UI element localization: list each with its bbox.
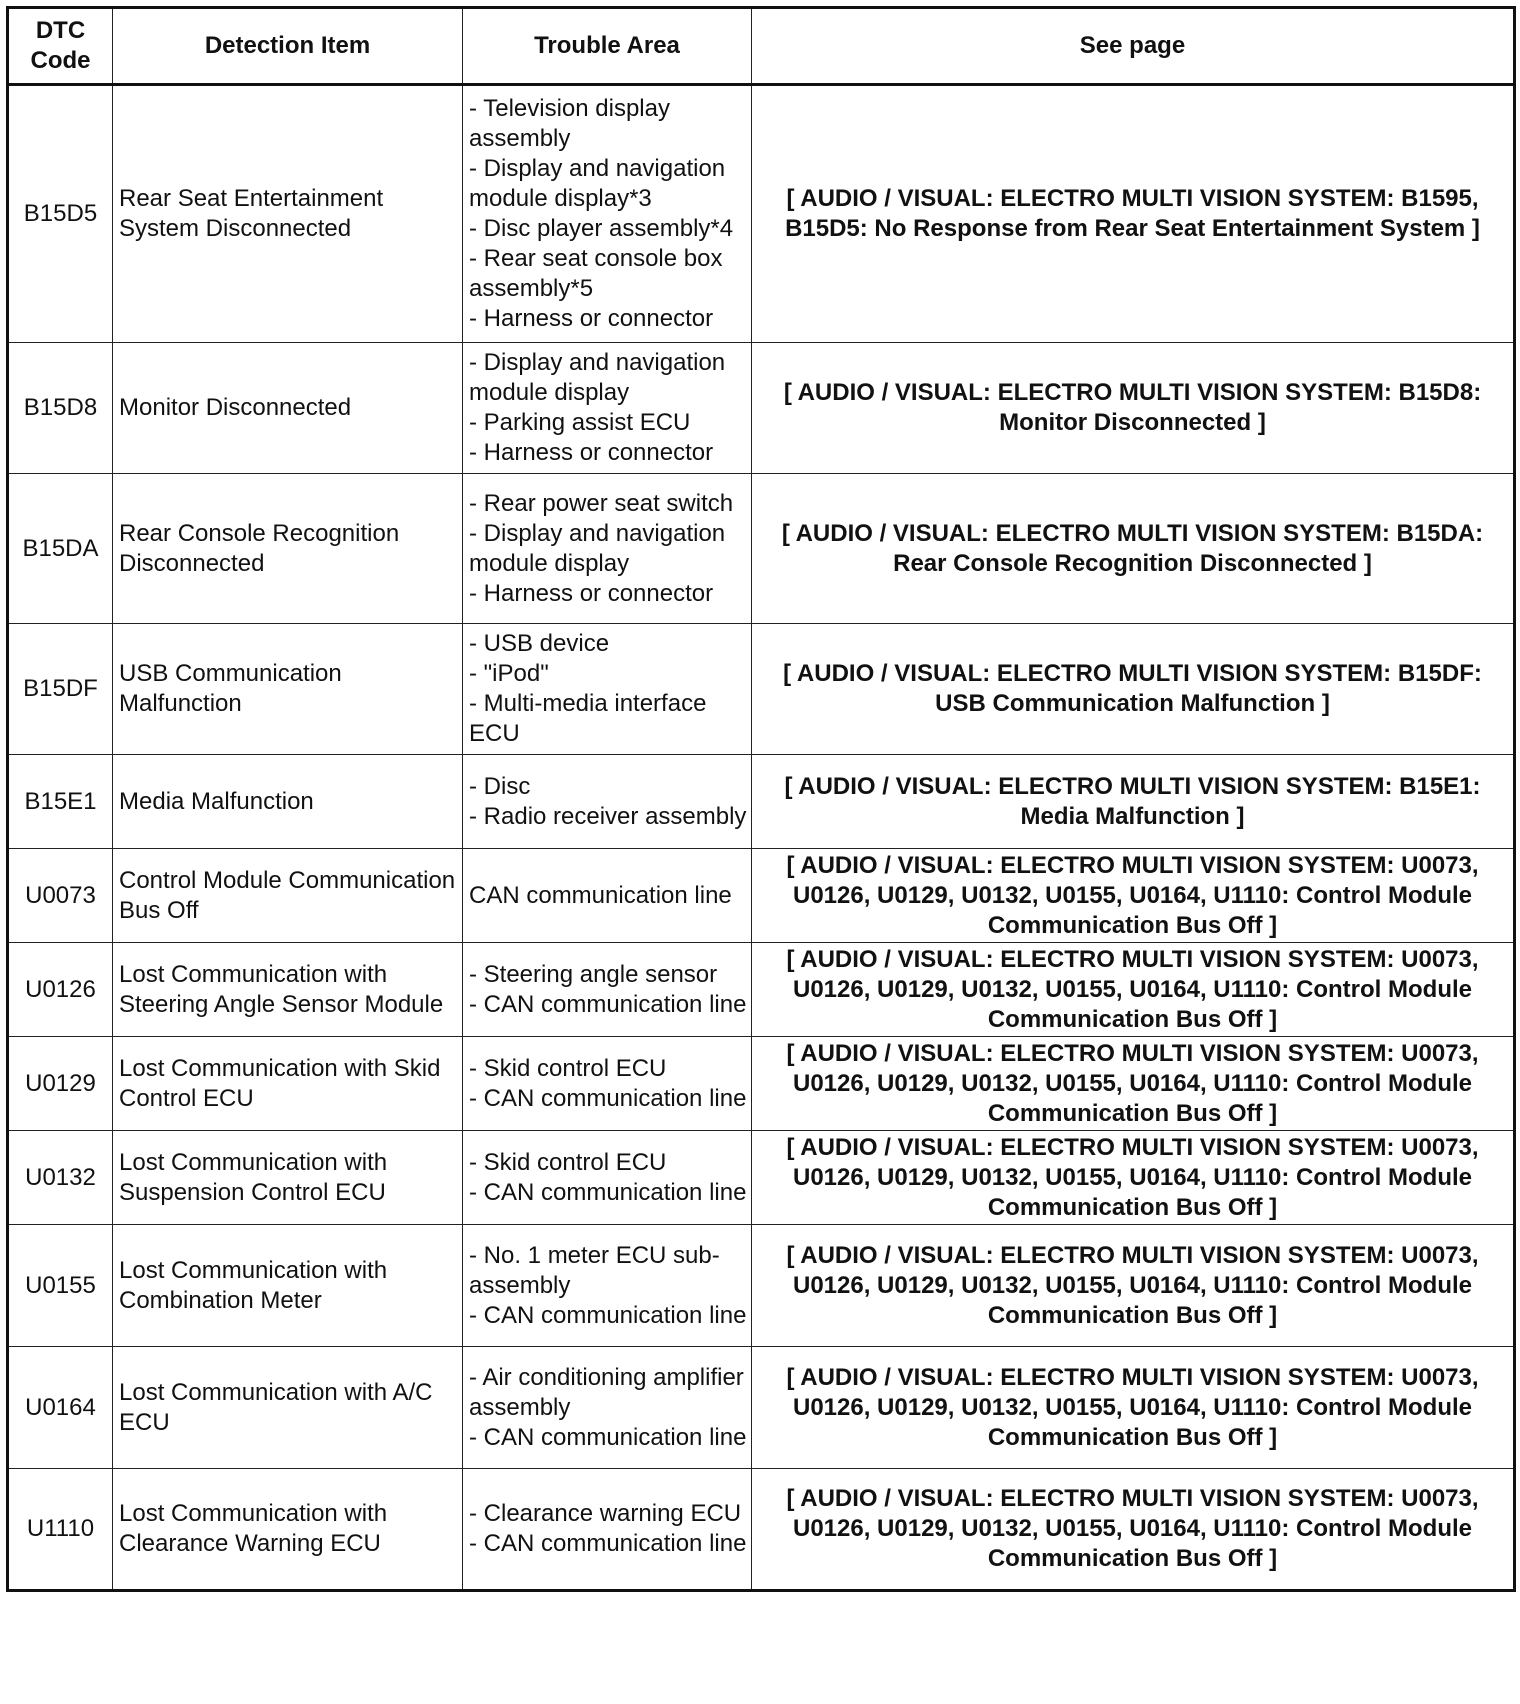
trouble-area-cell — [463, 624, 752, 755]
trouble-area-cell — [463, 1469, 752, 1591]
see-page-link[interactable]: [ AUDIO / VISUAL: ELECTRO MULTI VISION SYSTEM: B15E1: Media Malfunction ] — [752, 755, 1515, 849]
see-page-link[interactable]: [ AUDIO / VISUAL: ELECTRO MULTI VISION SYSTEM: U0073, U0126, U0129, U0132, U0155, U0164, U1110: Control Module Communication Bus Off ] — [752, 1037, 1515, 1131]
trouble-area-line: - Skid control ECU — [469, 1054, 667, 1082]
trouble-area-line: - CAN communication line — [469, 1423, 747, 1451]
table-row — [8, 755, 1515, 849]
document-page — [6, 6, 1513, 1592]
table-row — [8, 1037, 1515, 1131]
trouble-area-cell — [463, 1131, 752, 1225]
detection-item-cell: Lost Communication with Skid Control ECU — [113, 1037, 463, 1131]
table-row — [8, 943, 1515, 1037]
trouble-area-line: - CAN communication line — [469, 1178, 747, 1206]
dtc-code-cell: U0155 — [8, 1225, 113, 1347]
header-detection-item: Detection Item — [113, 8, 463, 85]
see-page-link[interactable]: [ AUDIO / VISUAL: ELECTRO MULTI VISION SYSTEM: U0073, U0126, U0129, U0132, U0155, U0164, U1110: Control Module Communication Bus Off ] — [752, 1469, 1515, 1591]
header-dtc-code — [8, 8, 113, 85]
table-row — [8, 1469, 1515, 1591]
table-row — [8, 85, 1515, 343]
see-page-link[interactable]: [ AUDIO / VISUAL: ELECTRO MULTI VISION SYSTEM: U0073, U0126, U0129, U0132, U0155, U0164, U1110: Control Module Communication Bus Off ] — [752, 1225, 1515, 1347]
trouble-area-line: CAN communication line — [469, 881, 732, 909]
trouble-area-line: - Harness or connector — [469, 305, 714, 332]
trouble-area-cell — [463, 1347, 752, 1469]
trouble-area-cell — [463, 343, 752, 474]
dtc-code-cell: U0073 — [8, 849, 113, 943]
dtc-code-cell: B15D5 — [8, 85, 113, 343]
see-page-link[interactable]: [ AUDIO / VISUAL: ELECTRO MULTI VISION SYSTEM: B15DA: Rear Console Recognition Disconnected ] — [752, 474, 1515, 624]
dtc-code-cell: U0126 — [8, 943, 113, 1037]
detection-item-cell: Control Module Communication Bus Off — [113, 849, 463, 943]
dtc-code-cell: U1110 — [8, 1469, 113, 1591]
detection-item-cell: Rear Seat Entertainment System Disconnected — [113, 85, 463, 343]
detection-item-cell: Lost Communication with A/C ECU — [113, 1347, 463, 1469]
trouble-area-cell — [463, 755, 752, 849]
see-page-link[interactable]: [ AUDIO / VISUAL: ELECTRO MULTI VISION SYSTEM: U0073, U0126, U0129, U0132, U0155, U0164, U1110: Control Module Communication Bus Off ] — [752, 849, 1515, 943]
table-header-row — [8, 8, 1515, 85]
trouble-area-line: - Display and navigation module display*3 — [469, 155, 726, 212]
trouble-area-line: - No. 1 meter ECU sub-assembly — [469, 1241, 720, 1299]
trouble-area-line: - Disc — [469, 772, 531, 800]
trouble-area-line: - Air conditioning amplifier assembly — [469, 1363, 744, 1421]
detection-item-cell: Rear Console Recognition Disconnected — [113, 474, 463, 624]
see-page-link[interactable]: [ AUDIO / VISUAL: ELECTRO MULTI VISION SYSTEM: B1595, B15D5: No Response from Rear Seat Entertainment System ] — [752, 85, 1515, 343]
table-body — [8, 85, 1515, 1591]
trouble-area-cell — [463, 1225, 752, 1347]
see-page-link[interactable]: [ AUDIO / VISUAL: ELECTRO MULTI VISION SYSTEM: U0073, U0126, U0129, U0132, U0155, U0164, U1110: Control Module Communication Bus Off ] — [752, 1347, 1515, 1469]
table-row — [8, 1131, 1515, 1225]
trouble-area-line: - Clearance warning ECU — [469, 1500, 742, 1527]
detection-item-cell: Lost Communication with Steering Angle Sensor Module — [113, 943, 463, 1037]
table-row — [8, 624, 1515, 755]
trouble-area-line: - Steering angle sensor — [469, 960, 718, 988]
trouble-area-line: - Rear seat console box assembly*5 — [469, 245, 723, 302]
dtc-code-cell: B15DF — [8, 624, 113, 755]
dtc-code-cell: B15DA — [8, 474, 113, 624]
see-page-link[interactable]: [ AUDIO / VISUAL: ELECTRO MULTI VISION SYSTEM: B15DF: USB Communication Malfunction ] — [752, 624, 1515, 755]
detection-item-cell: Monitor Disconnected — [113, 343, 463, 474]
dtc-code-cell: B15D8 — [8, 343, 113, 474]
dtc-table — [6, 6, 1516, 1592]
trouble-area-cell — [463, 943, 752, 1037]
trouble-area-line: - CAN communication line — [469, 1084, 747, 1112]
trouble-area-line: - CAN communication line — [469, 1301, 747, 1329]
detection-item-cell: USB Communication Malfunction — [113, 624, 463, 755]
trouble-area-line: - CAN communication line — [469, 1530, 747, 1557]
trouble-area-line: - "iPod" — [469, 660, 549, 687]
trouble-area-line: - Parking assist ECU — [469, 409, 691, 436]
table-row — [8, 343, 1515, 474]
detection-item-cell: Lost Communication with Clearance Warning ECU — [113, 1469, 463, 1591]
trouble-area-line: - Radio receiver assembly — [469, 802, 747, 830]
trouble-area-cell — [463, 85, 752, 343]
trouble-area-line: - Display and navigation module display — [469, 519, 726, 577]
detection-item-cell: Lost Communication with Combination Meter — [113, 1225, 463, 1347]
trouble-area-cell — [463, 1037, 752, 1131]
trouble-area-line: - Harness or connector — [469, 439, 714, 466]
header-dtc-code-line1: DTC — [35, 17, 86, 44]
detection-item-cell: Media Malfunction — [113, 755, 463, 849]
trouble-area-line: - Harness or connector — [469, 579, 714, 607]
dtc-code-cell: B15E1 — [8, 755, 113, 849]
detection-item-cell: Lost Communication with Suspension Control ECU — [113, 1131, 463, 1225]
see-page-link[interactable]: [ AUDIO / VISUAL: ELECTRO MULTI VISION SYSTEM: B15D8: Monitor Disconnected ] — [752, 343, 1515, 474]
trouble-area-line: - Rear power seat switch — [469, 489, 734, 517]
header-trouble-area: Trouble Area — [463, 8, 752, 85]
trouble-area-line: - USB device — [469, 630, 610, 657]
trouble-area-line: - Television display assembly — [469, 95, 670, 152]
trouble-area-cell — [463, 849, 752, 943]
table-row — [8, 474, 1515, 624]
header-dtc-code-line2: Code — [30, 47, 91, 74]
trouble-area-line: - Skid control ECU — [469, 1148, 667, 1176]
header-see-page: See page — [752, 8, 1515, 85]
trouble-area-line: - CAN communication line — [469, 990, 747, 1018]
see-page-link[interactable]: [ AUDIO / VISUAL: ELECTRO MULTI VISION SYSTEM: U0073, U0126, U0129, U0132, U0155, U0164, U1110: Control Module Communication Bus Off ] — [752, 943, 1515, 1037]
table-row — [8, 849, 1515, 943]
trouble-area-line: - Multi-media interface ECU — [469, 690, 707, 747]
dtc-code-cell: U0132 — [8, 1131, 113, 1225]
trouble-area-line: - Disc player assembly*4 — [469, 215, 734, 242]
dtc-code-cell: U0164 — [8, 1347, 113, 1469]
dtc-code-cell: U0129 — [8, 1037, 113, 1131]
table-row — [8, 1225, 1515, 1347]
trouble-area-line: - Display and navigation module display — [469, 349, 726, 406]
see-page-link[interactable]: [ AUDIO / VISUAL: ELECTRO MULTI VISION SYSTEM: U0073, U0126, U0129, U0132, U0155, U0164, U1110: Control Module Communication Bus Off ] — [752, 1131, 1515, 1225]
trouble-area-cell — [463, 474, 752, 624]
table-row — [8, 1347, 1515, 1469]
